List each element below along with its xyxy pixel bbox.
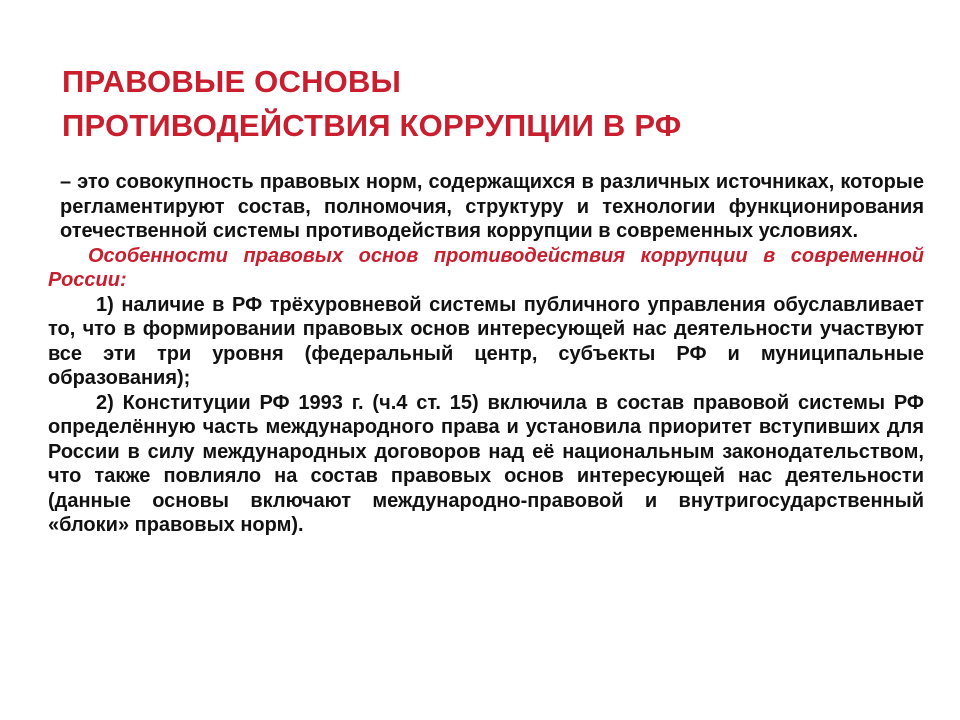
slide-title-line-1: ПРАВОВЫЕ ОСНОВЫ	[62, 64, 402, 99]
feature-point-2: 2) Конституции РФ 1993 г. (ч.4 ст. 15) включила в состав правовой системы РФ определённую часть международного права и установила приоритет вступивших для России в силу международных договоров над её национальным законодательством, что также повлияло на состав правовых основ интересующей нас деятельности (данные основы включают международно-правовой и внутригосударственный «блоки» правовых норм).	[48, 391, 924, 536]
features-subtitle: Особенности правовых основ противодействия коррупции в современной России:	[48, 244, 924, 291]
slide-title	[62, 60, 922, 148]
definition-paragraph: – это совокупность правовых норм, содержащихся в различных источниках, которые регламентируют состав, полномочия, структуру и технологии функционирования отечественной системы противодействия коррупции в современных условиях.	[60, 171, 924, 242]
feature-point-1: 1) наличие в РФ трёхуровневой системы публичного управления обуславливает то, что в формировании правовых основ интересующей нас деятельности участвуют все эти три уровня (федеральный центр, субъекты РФ и муниципальные образования);	[48, 293, 924, 389]
slide-title-line-2: ПРОТИВОДЕЙСТВИЯ КОРРУПЦИИ В РФ	[62, 108, 682, 143]
slide-body	[48, 170, 924, 538]
